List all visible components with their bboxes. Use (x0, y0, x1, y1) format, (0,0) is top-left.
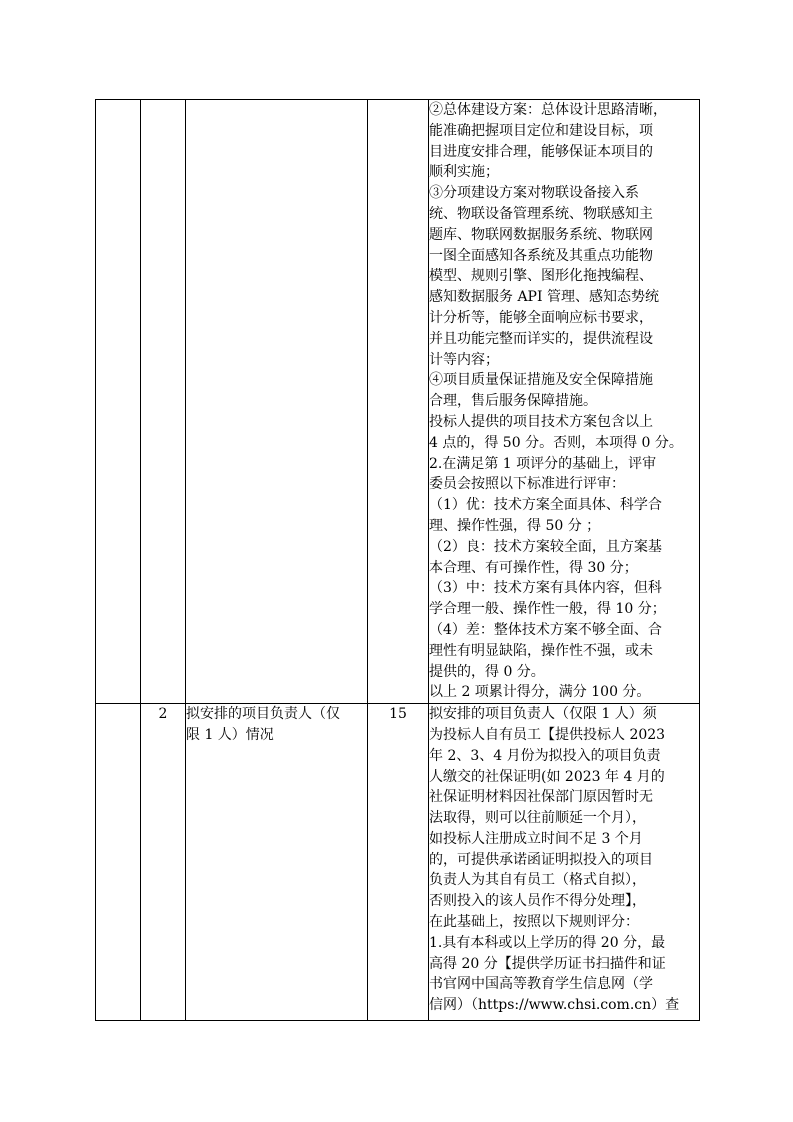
text-line: 计等内容； (429, 351, 499, 368)
text-line: 社保证明材料因社保部门原因暂时无 (429, 789, 653, 806)
text-line: 合理，售后服务保障措施。 (429, 393, 597, 410)
text-line: 2.在满足第 1 项评分的基础上，评审 (429, 455, 657, 472)
text-line: 高得 20 分【提供学历证书扫描件和证 (429, 955, 666, 972)
text-line: ②总体建设方案：总体设计思路清晰， (429, 102, 667, 118)
text-line: 本合理、有可操作性，得 30 分； (429, 559, 638, 576)
text-line: 拟安排的项目负责人（仅限 1 人）须 (429, 706, 657, 723)
text-line: 拟安排的项目负责人（仅 (186, 706, 340, 723)
text-line: 否则投入的该人员作不得分处理】， (429, 893, 646, 910)
text-line: 目进度安排合理，能够保证本项目的 (429, 143, 653, 160)
text-line: 并且功能完整而详实的，提供流程设 (429, 330, 653, 347)
text-line: 学合理一般、操作性一般，得 10 分； (429, 601, 666, 618)
text-line: 以上 2 项累计得分，满分 100 分。 (429, 684, 651, 701)
text-line: 统、物联设备管理系统、物联感知主 (429, 205, 653, 222)
text-line: 书官网中国高等教育学生信息网（学 (429, 976, 653, 993)
text-line: 人缴交的社保证明(如 2023 年 4 月的 (429, 768, 665, 785)
text-line: 感知数据服务 API 管理、感知态势统 (429, 289, 659, 306)
text-line: （4）差：整体技术方案不够全面、合 (429, 621, 662, 638)
text-line: 信网）（https://www.chsi.com.cn）查 (429, 997, 680, 1014)
row-number-cell (141, 100, 186, 704)
score-cell (368, 100, 429, 704)
row-number-cell: 2 (141, 704, 186, 1021)
score-cell: 15 (368, 704, 429, 1021)
text-line: （1）优：技术方案全面具体、科学合 (429, 497, 662, 514)
scoring-table (95, 99, 700, 1021)
text-line: 顺利实施； (429, 164, 499, 181)
text-line: 4 点的，得 50 分。否则，本项得 0 分。 (429, 434, 683, 451)
text-line: 提供的，得 0 分。 (429, 663, 545, 680)
text-line: 一图全面感知各系统及其重点功能物 (429, 247, 653, 264)
text-line: 负责人为其自有员工（格式自拟）， (429, 872, 646, 889)
criteria-cell (429, 100, 700, 704)
category-cell (96, 100, 141, 704)
text-line: 理性有明显缺陷，操作性不强，或未 (429, 642, 653, 659)
text-line: 理、操作性强，得 50 分 ； (429, 517, 601, 534)
text-line: ④项目质量保证措施及安全保障措施 (429, 372, 653, 389)
text-line: ③分项建设方案对物联设备接入系 (429, 185, 639, 202)
text-line: 为投标人自有员工【提供投标人 2023 (429, 726, 666, 743)
text-line: 投标人提供的项目技术方案包含以上 (429, 413, 653, 430)
text-line: 如投标人注册成立时间不足 3 个月 (429, 830, 643, 847)
item-name-cell (186, 100, 368, 704)
text-line: 限 1 人）情况 (186, 726, 274, 743)
criteria-cell (429, 704, 700, 1021)
text-line: 法取得，则可以往前顺延一个月）， (429, 810, 646, 827)
text-line: 在此基础上，按照以下规则评分： (429, 914, 639, 931)
text-line: 委员会按照以下标准进行评审： (429, 476, 625, 493)
text-line: 题库、物联网数据服务系统、物联网 (429, 226, 653, 243)
text-line: 计分析等，能够全面响应标书要求， (429, 309, 653, 326)
text-line: （3）中：技术方案有具体内容，但科 (429, 580, 662, 597)
text-line: （2）良：技术方案较全面，且方案基 (429, 538, 662, 555)
text-line: 年 2、3、4 月份为拟投入的项目负责 (429, 747, 661, 764)
text-line: 模型、规则引擎、图形化拖拽编程、 (429, 268, 653, 285)
table-row (96, 100, 700, 704)
text-line: 能准确把握项目定位和建设目标，项 (429, 122, 653, 139)
item-name-cell (186, 704, 368, 1021)
text-line: 1.具有本科或以上学历的得 20 分，最 (429, 934, 666, 951)
text-line: 的，可提供承诺函证明拟投入的项目 (429, 851, 653, 868)
category-cell (96, 704, 141, 1021)
table-row (96, 704, 700, 1021)
